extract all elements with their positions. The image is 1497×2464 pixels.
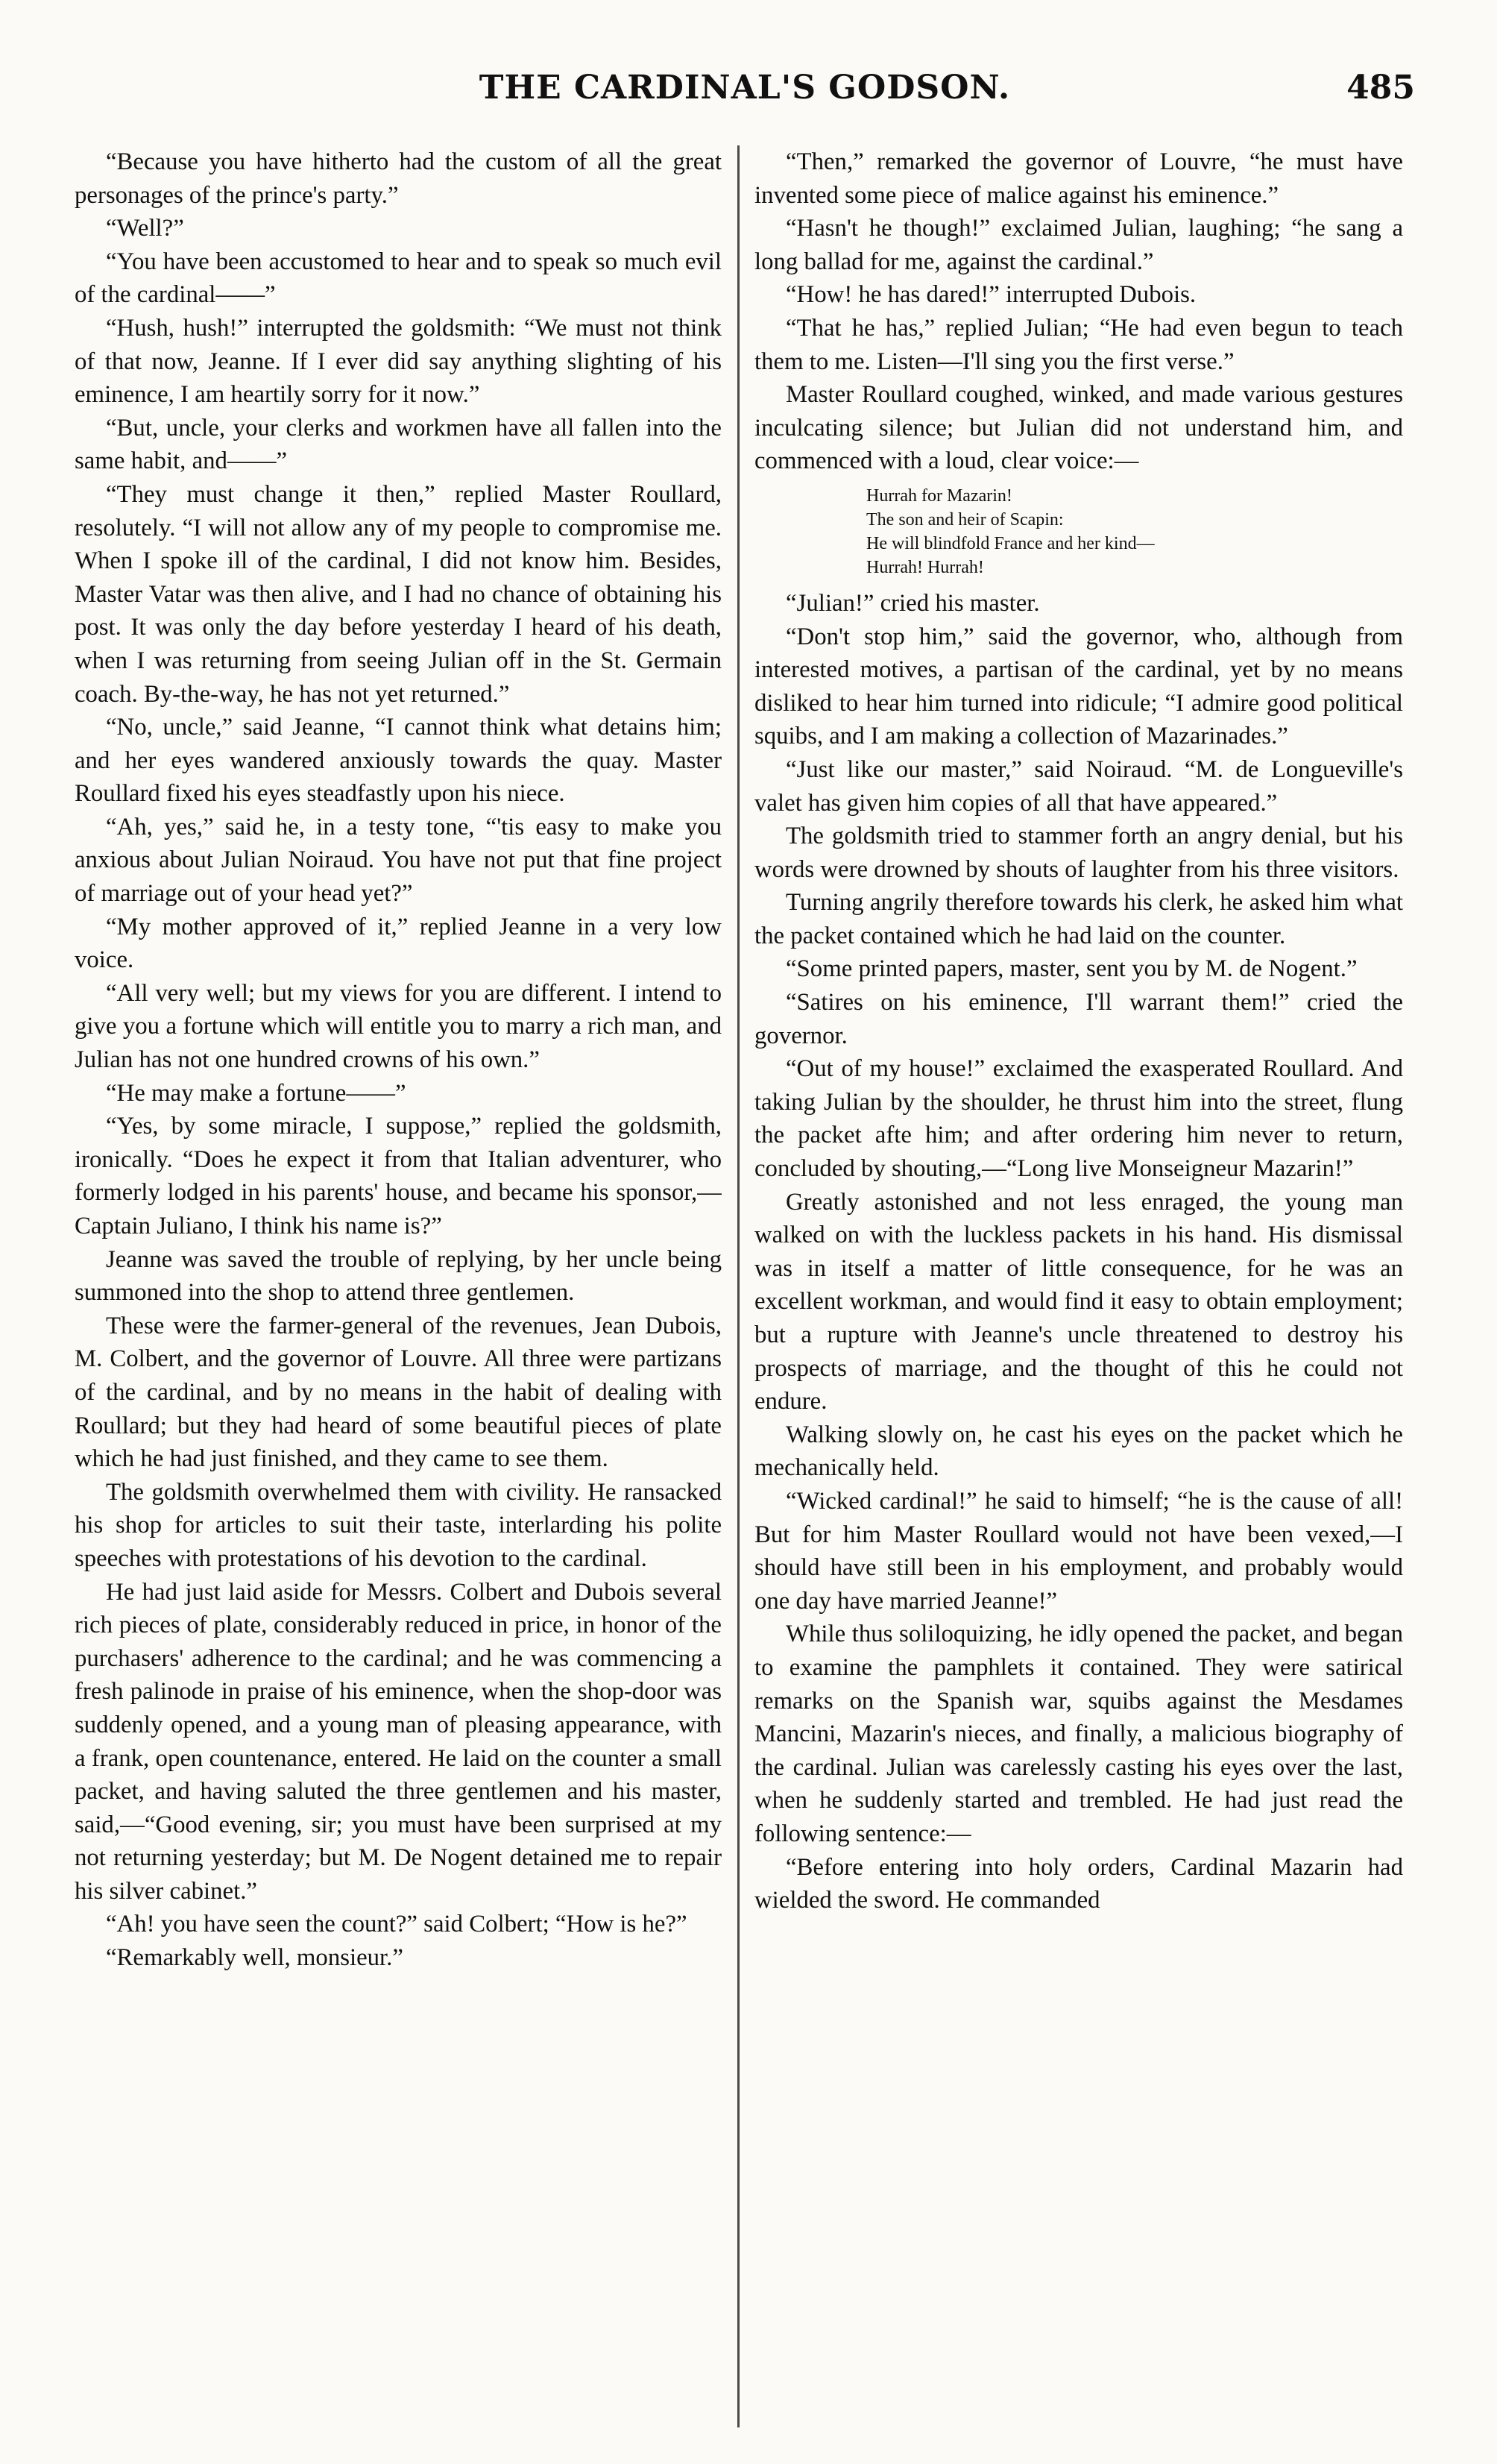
paragraph: “Before entering into holy orders, Cardinal Mazarin had wielded the sword. He commanded <box>754 1853 1403 1914</box>
page-number: 485 <box>1346 69 1415 107</box>
paragraph: “All very well; but my views for you are different. I intend to give you a fortune which will entitle you to marry a rich man, and Julian has not one hundred crowns of his own.” <box>75 979 722 1074</box>
page-header <box>75 69 1415 121</box>
paragraph: “Ah! you have seen the count?” said Colbert; “How is he?” <box>106 1911 687 1938</box>
paragraph: “He may make a fortune——” <box>106 1079 406 1107</box>
paragraph: Master Roullard coughed, winked, and made various gestures inculcating silence; but Julian did not understand him, and commenced with a loud, clear voice:— <box>754 381 1403 475</box>
paragraph: “Out of my house!” exclaimed the exasperated Roullard. And taking Julian by the shoulder, he thrust him into the street, flung the packet afte him; and after ordering him never to return, concluded by shouting,—“Long live Monseigneur Mazarin!” <box>754 1055 1403 1183</box>
paragraph: “No, uncle,” said Jeanne, “I cannot think what detains him; and her eyes wandered anxiously towards the quay. Master Roullard fixed his eyes steadfastly upon his niece. <box>75 714 722 808</box>
paragraph: “But, uncle, your clerks and workmen have all fallen into the same habit, and——” <box>75 414 722 475</box>
paragraph: “Just like our master,” said Noiraud. “M. de Longueville's valet has given him copies of all that have appeared.” <box>754 755 1403 817</box>
paragraph: “They must change it then,” replied Master Roullard, resolutely. “I will not allow any of my people to compromise me. When I spoke ill of the cardinal, I did not know him. Besides, Master Vatar was then alive, and I had no chance of obtaining his post. It was only the day before yesterday I heard of his death, when I was returning from seeing Julian off in the St. Germain coach. By-the-way, he has not yet returned.” <box>75 480 722 708</box>
paragraph: “My mother approved of it,” replied Jeanne in a very low voice. <box>75 913 722 974</box>
paragraph: “Satires on his eminence, I'll warrant them!” cried the governor. <box>754 989 1403 1049</box>
paragraph: “Ah, yes,” said he, in a testy tone, “'tis easy to make you anxious about Julian Noiraud. You have not put that fine project of marriage out of your head yet?” <box>75 813 722 908</box>
paragraph: “Because you have hitherto had the custom of all the great personages of the prince's party.” <box>75 148 722 209</box>
paragraph: “Then,” remarked the governor of Louvre, “he must have invented some piece of malice against his eminence.” <box>754 148 1403 209</box>
paragraph: “You have been accustomed to hear and to speak so much evil of the cardinal——” <box>75 248 722 309</box>
paragraph: “Hasn't he though!” exclaimed Julian, laughing; “he sang a long ballad for me, against the cardinal.” <box>754 215 1403 275</box>
paragraph: Greatly astonished and not less enraged, the young man walked on with the luckless packets in his hand. His dismissal was in itself a matter of little consequence, for he was an excellent workman, and would find it easy to obtain employment; but a rupture with Jeanne's uncle threatened to destroy his prospects of marriage, and the thought of this he could not endure. <box>754 1188 1403 1415</box>
column-divider <box>737 145 740 2427</box>
running-title: THE CARDINAL'S GODSON. <box>479 69 1011 107</box>
paragraph: He had just laid aside for Messrs. Colbert and Dubois several rich pieces of plate, considerably reduced in price, in honor of the purchasers' adherence to the cardinal; and he was commencing a fresh palinode in praise of his eminence, when the shop-door was suddenly opened, and a young man of pleasing appearance, with a frank, open countenance, entered. He laid on the counter a small packet, and having saluted the three gentlemen and his master, said,—“Good evening, sir; you must have been surprised at my not returning yesterday; but M. De Nogent detained me to repair his silver cabinet.” <box>75 1578 722 1905</box>
paragraph: “Wicked cardinal!” he said to himself; “he is the cause of all! But for him Master Roullard would not have been vexed,—I should have still been in his employment, and probably would one day have married Jeanne!” <box>754 1487 1403 1615</box>
paragraph: While thus soliloquizing, he idly opened the packet, and began to examine the pamphlets it contained. They were satirical remarks on the Spanish war, squibs against the Mesdames Mancini, Mazarin's nieces, and finally, a malicious biography of the cardinal. Julian was carelessly casting his eyes over the last, when he suddenly started and trembled. He had just read the following sentence:— <box>754 1621 1403 1847</box>
paragraph: “Don't stop him,” said the governor, who, although from interested motives, a partisan of the cardinal, yet by no means disliked to hear him turned into ridicule; “I admire good political squibs, and I am making a collection of Mazarinades.” <box>754 623 1403 750</box>
paragraph: “That he has,” replied Julian; “He had even begun to teach them to me. Listen—I'll sing you the first verse.” <box>754 314 1403 375</box>
right-column <box>754 145 1403 2427</box>
paragraph: “Hush, hush!” interrupted the goldsmith: “We must not think of that now, Jeanne. If I ever did say anything slighting of his eminence, I am heartily sorry for it now.” <box>75 314 722 409</box>
paragraph: Turning angrily therefore towards his clerk, he asked him what the packet contained which he had laid on the counter. <box>754 889 1403 949</box>
paragraph: These were the farmer-general of the revenues, Jean Dubois, M. Colbert, and the governor of Louvre. All three were partizans of the cardinal, and by no means in the habit of dealing with Roullard; but they had heard of some beautiful pieces of plate which he had just finished, and they came to see them. <box>75 1312 722 1473</box>
paragraph: “Remarkably well, monsieur.” <box>106 1944 403 1972</box>
paragraph: “Well?” <box>106 215 184 242</box>
paragraph: “Julian!” cried his master. <box>786 589 1040 617</box>
verse-block: Hurrah for Mazarin! The son and heir of Scapin: He will blindfold France and her kind— Hurrah! Hurrah! <box>866 485 1155 577</box>
paragraph: The goldsmith tried to stammer forth an angry denial, but his words were drowned by shouts of laughter from his three visitors. <box>754 823 1403 883</box>
left-column <box>75 145 722 2427</box>
paragraph: Walking slowly on, he cast his eyes on the packet which he mechanically held. <box>754 1421 1403 1482</box>
paragraph: Jeanne was saved the trouble of replying, by her uncle being summoned into the shop to attend three gentlemen. <box>75 1245 722 1307</box>
paragraph: The goldsmith overwhelmed them with civility. He ransacked his shop for articles to suit their taste, interlarding his polite speeches with protestations of his devotion to the cardinal. <box>75 1478 722 1572</box>
paragraph: “How! he has dared!” interrupted Dubois. <box>786 281 1197 309</box>
paragraph: “Yes, by some miracle, I suppose,” replied the goldsmith, ironically. “Does he expect it from that Italian adventurer, who formerly lodged in his parents' house, and became his sponsor,—Captain Juliano, I think his name is?” <box>75 1113 722 1239</box>
paragraph: “Some printed papers, master, sent you by M. de Nogent.” <box>786 955 1358 983</box>
